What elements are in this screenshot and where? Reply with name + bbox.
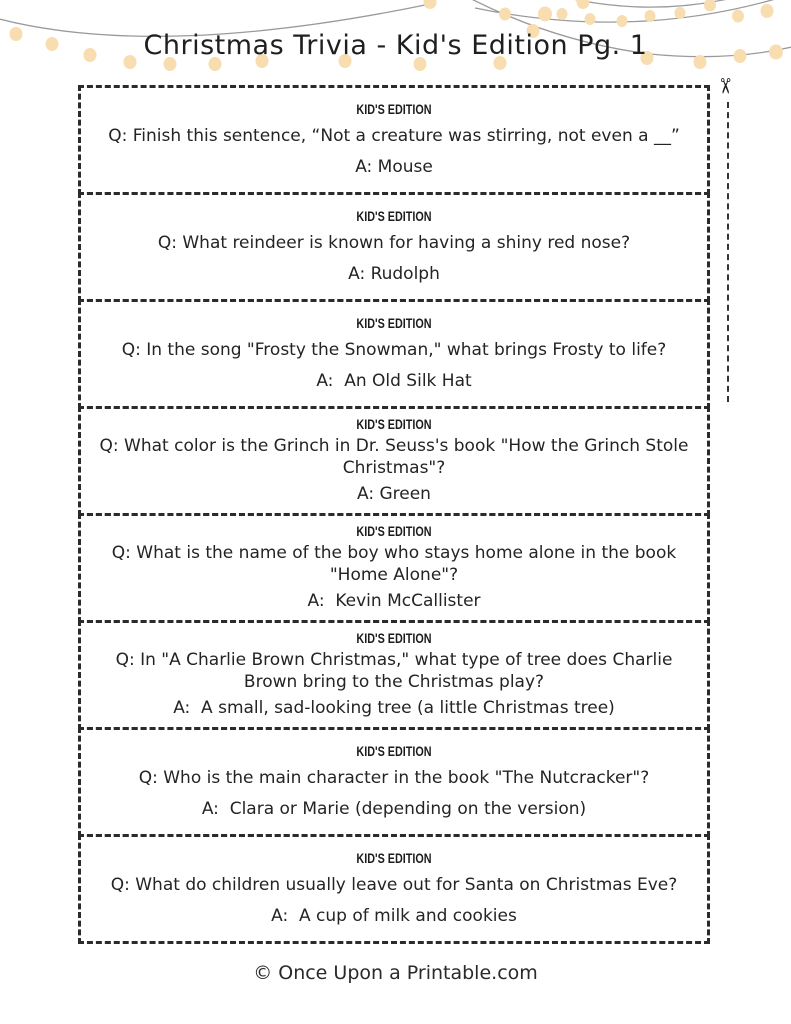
trivia-card-list — [78, 85, 710, 944]
card-edition-label: KID'S EDITION — [356, 524, 432, 540]
page-title: Christmas Trivia - Kid's Edition Pg. 1 — [143, 30, 648, 61]
scissors-icon: ✂ — [712, 77, 737, 95]
card-question: Q: Who is the main character in the book "The Nutcracker"? — [138, 768, 650, 789]
card-question: Q: What is the name of the boy who stays home alone in the book "Home Alone"? — [111, 543, 682, 586]
trivia-card — [78, 192, 710, 302]
card-edition-label: KID'S EDITION — [356, 850, 432, 866]
card-question: Q: In "A Charlie Brown Christmas," what type of tree does Charlie Brown bring to the Christmas play? — [115, 650, 678, 693]
card-answer: A: An Old Silk Hat — [316, 371, 472, 392]
card-edition-label: KID'S EDITION — [356, 743, 432, 759]
copyright-footer: © Once Upon a Printable.com — [253, 962, 538, 984]
card-answer: A: Clara or Marie (depending on the version) — [201, 799, 587, 820]
card-question: Q: In the song "Frosty the Snowman," what brings Frosty to life? — [121, 340, 667, 361]
card-edition-label: KID'S EDITION — [356, 417, 432, 433]
trivia-card — [78, 299, 710, 409]
card-answer: A: A cup of milk and cookies — [271, 906, 517, 927]
card-edition-label: KID'S EDITION — [356, 208, 432, 224]
card-answer: A: Rudolph — [348, 264, 440, 285]
light-string-line — [475, 0, 791, 22]
card-question: Q: What color is the Grinch in Dr. Seuss's book "How the Grinch Stole Christmas"? — [99, 436, 694, 479]
trivia-card — [78, 85, 710, 195]
card-answer: A: Green — [357, 483, 431, 504]
trivia-card — [78, 513, 710, 623]
card-edition-label: KID'S EDITION — [356, 631, 432, 647]
trivia-card — [78, 406, 710, 516]
card-question: Q: What do children usually leave out for Santa on Christmas Eve? — [110, 875, 678, 896]
trivia-card — [78, 620, 710, 730]
trivia-card — [78, 834, 710, 944]
card-question: Q: Finish this sentence, “Not a creature was stirring, not even a __” — [108, 126, 680, 147]
card-answer: A: Kevin McCallister — [307, 590, 481, 611]
card-answer: A: A small, sad-looking tree (a little Christmas tree) — [173, 697, 615, 718]
cut-line — [727, 102, 729, 402]
card-answer: A: Mouse — [355, 157, 433, 178]
card-edition-label: KID'S EDITION — [356, 315, 432, 331]
card-question: Q: What reindeer is known for having a shiny red nose? — [157, 233, 631, 254]
trivia-card — [78, 727, 710, 837]
card-edition-label: KID'S EDITION — [356, 101, 432, 117]
